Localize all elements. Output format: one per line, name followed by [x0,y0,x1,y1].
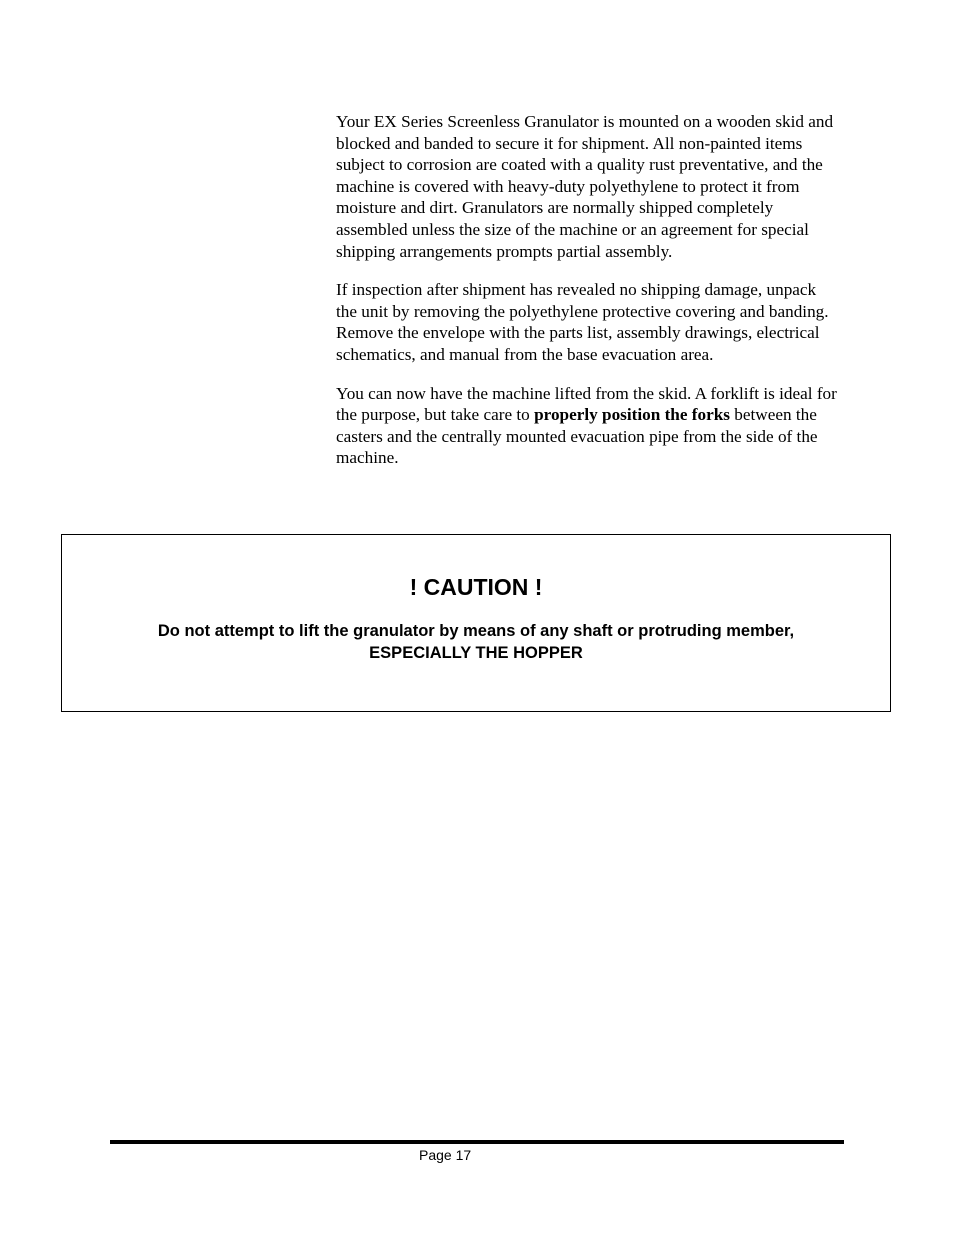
footer-rule [110,1140,844,1144]
caution-message-line1: Do not attempt to lift the granulator by means of any shaft or protruding member, [157,622,795,640]
caution-title: ! CAUTION ! [409,574,543,600]
instruction-text [336,111,838,486]
page-number: Page 17 [419,1147,472,1163]
paragraph-unpacking: If inspection after shipment has revealed no shipping damage, unpack the unit by removing the polyethylene protective covering and banding. Remove the envelope with the parts list, assembly drawings, electrical schematics, and manual from the base evacuation area. [336,280,829,364]
emphasis-forks: properly position the forks [534,405,730,425]
paragraph-lifting [336,383,838,469]
paragraph-shipping: Your EX Series Screenless Granulator is mounted on a wooden skid and blocked and banded to secure it for shipment. All non-painted items subject to corrosion are coated with a quality rust preventative, and the machine is covered with heavy-duty polyethylene to protect it from moisture and dirt. Granulators are normally shipped completely assembled unless the size of the machine or an agreement for special shipping arrangements prompts partial assembly. [336,112,834,261]
caution-message [62,621,890,664]
caution-box [61,534,891,712]
paragraph-lifting-end: between the casters and the centrally mounted evacuation pipe from the side of the machine. [336,405,818,468]
paragraph-lifting-start: You can now have the machine lifted from the skid. A forklift is ideal for the purpose, but take care to [336,383,837,425]
caution-message-line2: ESPECIALLY THE HOPPER [369,643,583,662]
